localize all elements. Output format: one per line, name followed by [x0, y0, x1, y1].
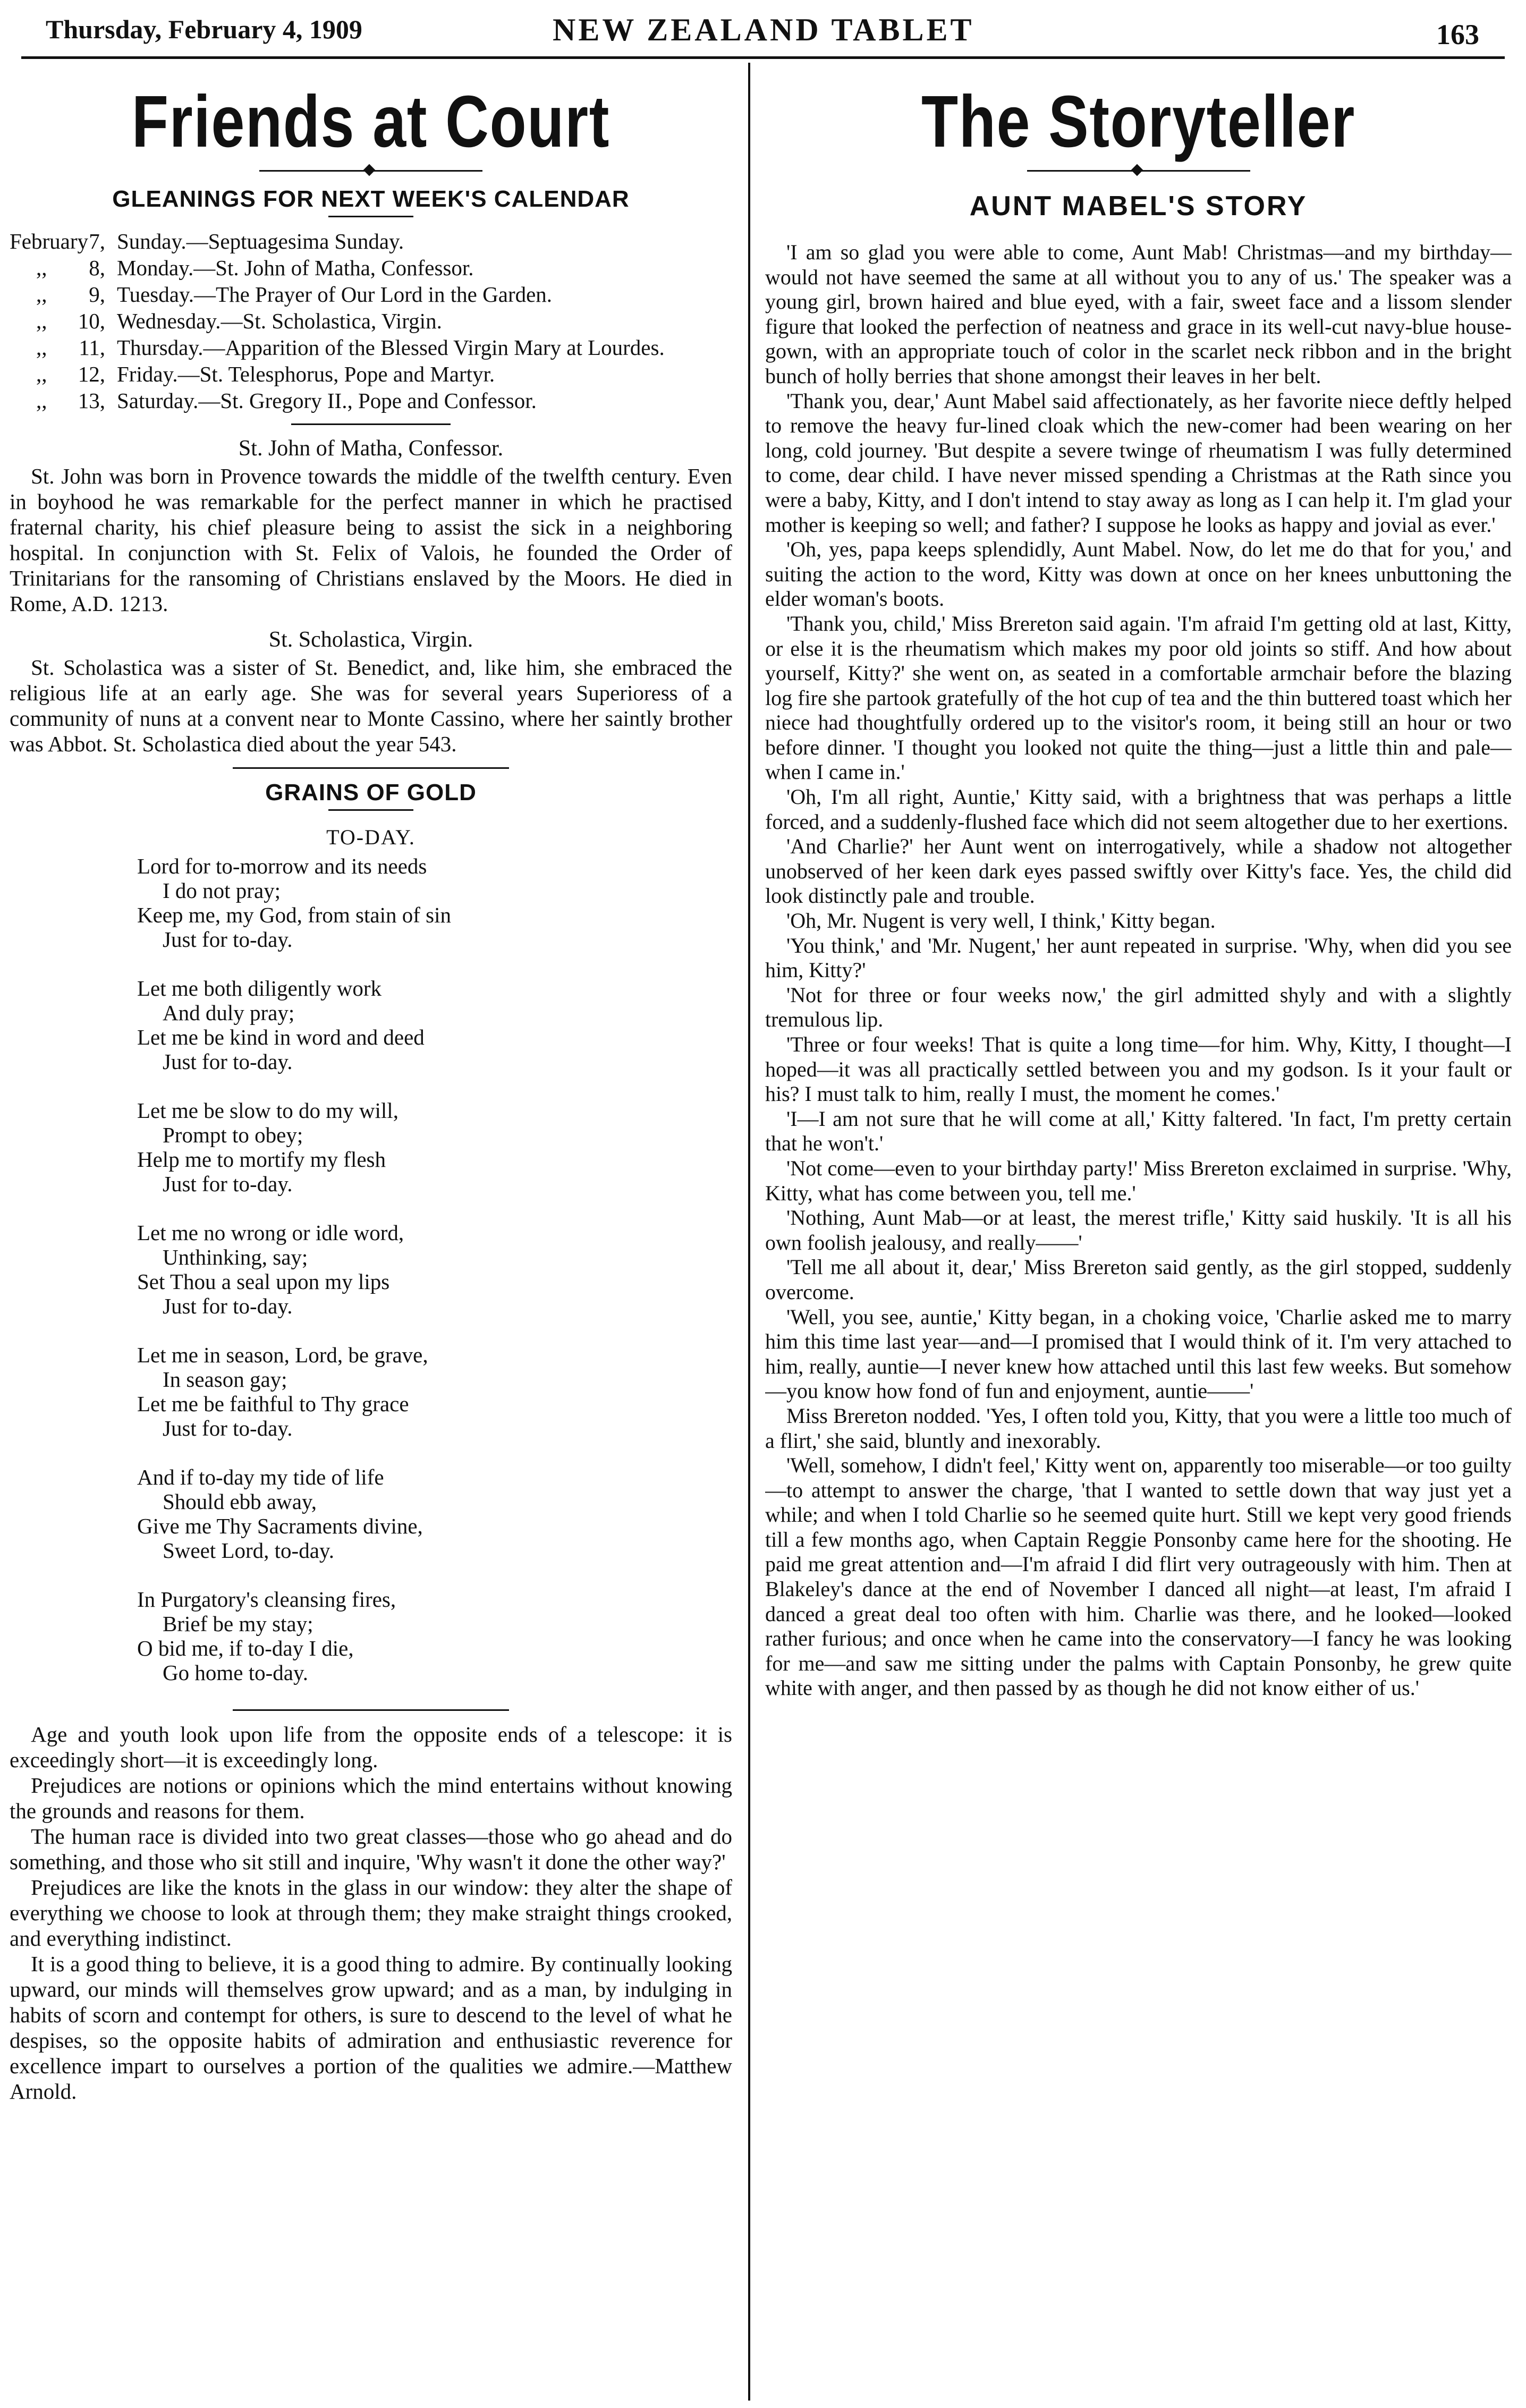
calendar-entry — [10, 387, 732, 414]
poem-line: Help me to mortify my flesh — [137, 1147, 386, 1172]
issue-date: Thursday, February 4, 1909 — [46, 14, 362, 44]
calendar-entry — [10, 228, 732, 255]
poem-line: Let me both diligently work — [137, 976, 382, 1000]
calendar-text: Saturday.—St. Gregory II., Pope and Confessor. — [117, 388, 537, 413]
poem-line: Unthinking, say; — [163, 1245, 308, 1269]
story-paragraph: 'Not come—even to your birthday party!' Miss Brereton exclaimed in surprise. 'Why, Kitty, what has come between you, tell me.' — [765, 1156, 1512, 1205]
maxim-paragraph: Age and youth look upon life from the opposite ends of a telescope: it is exceedingly short—it is exceedingly long. — [10, 1722, 732, 1772]
section-title-friends-at-court: Friends at Court — [131, 81, 611, 163]
poem-stanza — [137, 1220, 732, 1318]
poem-line: Let me be slow to do my will, — [137, 1098, 399, 1123]
poem-line: Lord for to-morrow and its needs — [137, 854, 427, 878]
grains-rule — [328, 809, 413, 811]
poem-line: Let me in season, Lord, be grave, — [137, 1343, 428, 1367]
saint1-heading: St. John of Matha, Confessor. — [238, 436, 504, 461]
ditto-mark: ,, — [36, 256, 47, 280]
poem-line: I do not pray; — [163, 878, 281, 903]
calendar-rule — [328, 216, 413, 217]
calendar-entry — [10, 361, 732, 387]
calendar-entry — [10, 334, 732, 361]
poem-stanza — [137, 1343, 732, 1440]
poem-line: Brief be my stay; — [163, 1612, 313, 1636]
paper-name: NEW ZEALAND TABLET — [553, 12, 974, 47]
poem-line: Just for to-day. — [163, 1172, 293, 1196]
poem-line: Sweet Lord, to-day. — [163, 1538, 334, 1563]
story-paragraph: 'Oh, yes, papa keeps splendidly, Aunt Mabel. Now, do let me do that for you,' and suiting the action to the word, Kitty was down at once on her knees unbuttoning the elder woman's boots. — [765, 537, 1512, 611]
poem-stanza — [137, 1587, 732, 1685]
poem-line: Go home to-day. — [163, 1660, 309, 1685]
poem-line: Prompt to obey; — [163, 1123, 303, 1147]
poem-line: And if to-day my tide of life — [137, 1465, 384, 1489]
story-paragraph: 'Not for three or four weeks now,' the girl admitted shyly and with a slightly tremulous lip. — [765, 982, 1512, 1032]
calendar-text: Tuesday.—The Prayer of Our Lord in the Garden. — [117, 282, 553, 307]
section-title-storyteller: The Storyteller — [921, 81, 1355, 163]
story-title: AUNT MABEL'S STORY — [969, 191, 1308, 222]
poem-line: Just for to-day. — [163, 1294, 293, 1318]
calendar-list — [10, 228, 732, 414]
page-number: 163 — [1436, 19, 1479, 50]
story-paragraph: 'Nothing, Aunt Mab—or at least, the merest trifle,' Kitty said huskily. 'It is all his own foolish jealousy, and really——' — [765, 1206, 1512, 1254]
maxim-paragraph: The human race is divided into two great classes—those who go ahead and do something, and those who sit still and inquire, 'Why wasn't it done the other way?' — [10, 1824, 732, 1874]
story-paragraph: 'Oh, I'm all right, Auntie,' Kitty said, with a brightness that was perhaps a little forced, and a suddenly-flushed face which did not seem altogether due to her exertions. — [765, 785, 1512, 834]
calendar-text: Friday.—St. Telesphorus, Pope and Martyr. — [117, 362, 495, 386]
calendar-entry — [10, 308, 732, 334]
calendar-day: 11, — [79, 335, 105, 360]
calendar-entry — [10, 255, 732, 281]
ditto-mark: ,, — [36, 335, 47, 360]
poem-stanza — [137, 1465, 732, 1563]
saint2-text: St. Scholastica was a sister of St. Benedict, and, like him, she embraced the religious life at an early age. She was for several years Superioress of a community of nuns at a convent near to Monte Cassino, where her saintly brother was Abbot. St. Scholastica died about the year 543. — [10, 655, 732, 756]
left-column — [10, 69, 732, 2408]
calendar-entry — [10, 281, 732, 308]
calendar-text: Monday.—St. John of Matha, Confessor. — [117, 256, 474, 280]
calendar-end-rule — [291, 423, 451, 425]
story-paragraph: 'Thank you, dear,' Aunt Mabel said affectionately, as her favorite niece deftly helped to remove the heavy fur-lined cloak which the new-comer had been wearing on her long, cold journey. 'But despite a severe twinge of rheumatism I was fully determined to come, dear child. I have never missed spending a Christmas at the Rath since you were a baby, Kitty, and I don't intend to stay away as long as I can help it. I'm glad your mother is keeping so well; and father? I suppose he looks as happy and jovial as ever.' — [765, 388, 1512, 537]
poem-line: Just for to-day. — [163, 1049, 293, 1074]
poem-line: O bid me, if to-day I die, — [137, 1636, 354, 1660]
header-rule — [21, 56, 1505, 59]
maxim-paragraph: It is a good thing to believe, it is a good thing to admire. By continually looking upward, our minds will themselves grow upward; and as a man, by indulging in habits of scorn and contempt for others, is sure to descend to the level of what he despises, so the opposite habits of admiration and enthusiastic reverence for excellence impart to ourselves a portion of the qualities we admire.—Matthew Arnold. — [10, 1952, 732, 2104]
story-paragraph: 'I—I am not sure that he will come at all,' Kitty faltered. 'In fact, I'm pretty certain that he won't.' — [765, 1106, 1512, 1156]
story-paragraph: 'And Charlie?' her Aunt went on interrogatively, while a shadow not altogether unobserved of her keen dark eyes passed swiftly over Kitty's face. Yes, the child did look distinctly pale and trouble. — [765, 834, 1512, 908]
poem-title: TO-DAY. — [326, 825, 416, 849]
grains-of-gold-heading: GRAINS OF GOLD — [265, 779, 477, 806]
saint1-text: St. John was born in Provence towards the middle of the twelfth century. Even in boyhood he was remarkable for the perfect manner in which he practised fraternal charity, his chief pleasure being to assist the sick in a neighboring hospital. In conjunction with St. Felix of Valois, he founded the Order of Trinitarians for the ransoming of Christians enslaved by the Moors. He died in Rome, A.D. 1213. — [10, 464, 732, 616]
poem-stanza — [137, 854, 732, 952]
story-paragraph: 'I am so glad you were able to come, Aunt Mab! Christmas—and my birthday—would not have seemed the same at all without you to any of us.' The speaker was a young girl, brown haired and blue eyed, with a fair, sweet face and a lissom slender figure that looked the perfection of neatness and grace in its well-cut navy-blue house-gown, with an appropriate touch of color in the scarlet neck ribbon and in the bright bunch of holly berries that shone amongst their leaves in her belt. — [765, 240, 1512, 388]
poem-line: Let me be faithful to Thy grace — [137, 1392, 409, 1416]
calendar-text: Wednesday.—St. Scholastica, Virgin. — [117, 309, 442, 333]
story-paragraph: 'Thank you, child,' Miss Brereton said again. 'I'm afraid I'm getting old at last, Kitty, or else it is the rheumatism which makes my poor old joints so stiff. And how about yourself, Kitty?' she went on, as seated in a comfortable armchair before the blazing log fire she partook gratefully of the hot cup of tea and the thin buttered toast which her niece had thoughtfully ordered up to the visitor's room, it being still an hour or two before dinner. 'I thought you looked not quite the thing—just a little thin and pale—when I came in.' — [765, 611, 1512, 784]
story-paragraph: 'Well, you see, auntie,' Kitty began, in a choking voice, 'Charlie asked me to marry him this time last year—and—I promised that I would think of it. I'm very attached to him, really, auntie—I never knew how attached until this last few weeks. But somehow—you know how fond of fun and enjoyment, auntie——' — [765, 1304, 1512, 1403]
poem-line: Set Thou a seal upon my lips — [137, 1269, 390, 1294]
story-spacer — [765, 225, 1512, 240]
poem-line: Let me be kind in word and deed — [137, 1025, 425, 1049]
calendar-text: Sunday.—Septuagesima Sunday. — [117, 229, 404, 253]
calendar-day: 12, — [78, 362, 105, 386]
calendar-day: 10, — [78, 309, 105, 333]
poem-line: Just for to-day. — [163, 927, 293, 952]
poem-line: Give me Thy Sacraments divine, — [137, 1514, 423, 1538]
page-header — [0, 0, 1526, 57]
poem-line: In Purgatory's cleansing fires, — [137, 1587, 396, 1612]
calendar-day: 13, — [78, 388, 105, 413]
poem-end-rule — [233, 1709, 509, 1711]
calendar-day: 8, — [89, 256, 105, 280]
poem-line: Should ebb away, — [163, 1489, 317, 1514]
calendar-text: Thursday.—Apparition of the Blessed Virgin Mary at Lourdes. — [117, 335, 665, 360]
calendar-day: 9, — [89, 282, 105, 307]
story-paragraph: 'Oh, Mr. Nugent is very well, I think,' Kitty began. — [786, 909, 1216, 933]
story-paragraph: 'Well, somehow, I didn't feel,' Kitty went on, apparently too miserable—or too guilty—to attempt to answer the charge, 'that I wanted to settle down that way just yet a while; and when I told Charlie so he seemed quite hurt. Still we kept very good friends till a few months ago, when Captain Reggie Ponsonby came here for the shooting. He paid me great attention and—I'm afraid I did flirt very outrageously with him. Then at Blakeley's dance at the end of November I danced all night—at least, I'm afraid I danced a great deal too often with him. Charlie was there, and he looked—looked rather furious; and once when he came into the conservatory—I fancy he was looking for me—and saw me sitting under the palms with Captain Ponsonby, he grew quite white with anger, and then passed by as though he did not know either of us.' — [765, 1453, 1512, 1700]
saint2-heading: St. Scholastica, Virgin. — [268, 628, 473, 652]
story-paragraph: 'Tell me all about it, dear,' Miss Brereton said gently, as the girl stopped, suddenly overcome. — [765, 1255, 1512, 1304]
column-divider — [748, 63, 750, 2401]
right-column — [765, 69, 1512, 2408]
calendar-month: February — [10, 229, 89, 253]
calendar-day: 7, — [89, 229, 105, 253]
story-paragraph: 'You think,' and 'Mr. Nugent,' her aunt repeated in surprise. 'Why, when did you see him, Kitty?' — [765, 933, 1512, 982]
story-paragraph: 'Three or four weeks! That is quite a long time—for him. Why, Kitty, I thought—I hoped—it was all practically settled between you and my godson. Is it your fault or his? I must talk to him, really I must, the moment he comes.' — [765, 1032, 1512, 1106]
poem-line: In season gay; — [163, 1367, 287, 1392]
poem-stanza — [137, 976, 732, 1074]
poem-stanza — [137, 1098, 732, 1196]
maxim-paragraph: Prejudices are notions or opinions which the mind entertains without knowing the grounds and reasons for them. — [10, 1773, 732, 1823]
ditto-mark: ,, — [36, 388, 47, 413]
calendar-heading: GLEANINGS FOR NEXT WEEK'S CALENDAR — [112, 186, 630, 212]
title-ornament — [1027, 165, 1250, 176]
section-rule — [233, 767, 509, 769]
ditto-mark: ,, — [36, 282, 47, 307]
poem-line: Just for to-day. — [163, 1416, 293, 1440]
ditto-mark: ,, — [36, 309, 47, 333]
poem-line: And duly pray; — [163, 1000, 295, 1025]
poem — [137, 854, 732, 1685]
poem-line: Keep me, my God, from stain of sin — [137, 903, 451, 927]
ditto-mark: ,, — [36, 362, 47, 386]
story-paragraph: Miss Brereton nodded. 'Yes, I often told you, Kitty, that you were a little too much of a flirt,' she said, bluntly and inexorably. — [765, 1403, 1512, 1453]
title-ornament — [259, 165, 482, 176]
maxim-paragraph: Prejudices are like the knots in the glass in our window: they alter the shape of everything we choose to look at through them; they make straight things crooked, and everything indistinct. — [10, 1875, 732, 1951]
poem-line: Let me no wrong or idle word, — [137, 1220, 404, 1245]
